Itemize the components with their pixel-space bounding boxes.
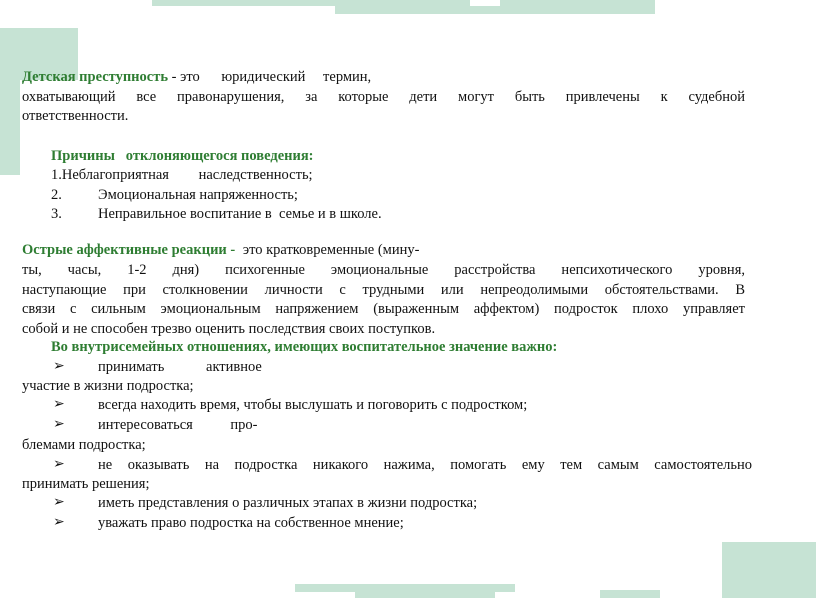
bullet-arrow-icon: ➢ — [53, 397, 65, 412]
item-text-b: активное — [206, 359, 262, 375]
def-part-a: - это — [171, 69, 200, 85]
cause-num: 2. — [51, 187, 62, 203]
term-child-crime: Детская преступность — [22, 69, 169, 85]
family-item-1 — [98, 358, 262, 376]
bullet-arrow-icon: ➢ — [53, 359, 65, 374]
causes-heading: Причины отклоняющегося поведения: — [51, 148, 314, 164]
family-item-3-cont: блемами подростка; — [22, 437, 146, 453]
affective-rest: это кратковременные (мину- — [242, 242, 420, 258]
family-item-5: иметь представления о различных этапах в жизни подростка; — [98, 495, 478, 511]
affective-line-5: собой и не способен трезво оценить последствия своих поступков. — [22, 321, 436, 337]
definition-line-3: ответственности. — [22, 108, 129, 124]
definition-line-1 — [22, 68, 371, 86]
cause-item-2 — [51, 186, 298, 204]
affective-line-1 — [22, 241, 419, 259]
item-text: принимать — [98, 359, 165, 375]
bullet-arrow-icon: ➢ — [53, 515, 65, 530]
cause-num: 3. — [51, 206, 62, 222]
term-affective-reactions: Острые аффективные реакции — [22, 242, 227, 258]
cause-item-1 — [51, 166, 313, 184]
bullet-arrow-icon: ➢ — [53, 457, 65, 472]
cause-text: Эмоциональная напряженность; — [98, 187, 298, 203]
affective-line-4: связи с сильным эмоциональным напряжением (выраженным аффектом) подросток плохо управляет — [22, 301, 745, 317]
cause-text: Неправильное воспитание в семье и в школе. — [98, 206, 382, 222]
cause-num: 1. — [51, 167, 62, 183]
family-item-2: всегда находить время, чтобы выслушать и поговорить с подростком; — [98, 397, 528, 413]
cause-text-2: наследственность; — [198, 167, 313, 183]
family-item-4: не оказывать на подростка никакого нажима, помогать ему тем самым самостоятельно — [98, 457, 752, 473]
def-part-b: юридический — [221, 69, 306, 85]
cause-text: Неблагоприятная — [61, 167, 169, 183]
cause-item-3 — [51, 205, 382, 223]
affective-line-2: ты, часы, 1-2 дня) психогенные эмоциональные расстройства непсихотического уровня, — [22, 262, 745, 278]
affective-line-3: наступающие при столкновении личности с трудными или непреодолимыми обстоятельствами. В — [22, 282, 745, 298]
family-item-3 — [98, 416, 258, 434]
family-item-6: уважать право подростка на собственное мнение; — [98, 515, 404, 531]
definition-line-2: охватывающий все правонарушения, за которые дети могут быть привлечены к судебной — [22, 89, 745, 105]
bullet-arrow-icon: ➢ — [53, 495, 65, 510]
family-item-1-cont: участие в жизни подростка; — [22, 378, 194, 394]
family-item-4-cont: принимать решения; — [22, 476, 150, 492]
bullet-arrow-icon: ➢ — [53, 417, 65, 432]
def-part-c: термин, — [323, 69, 372, 85]
item-text-b: про- — [230, 417, 258, 433]
family-heading: Во внутрисемейных отношениях, имеющих воспитательное значение важно: — [51, 339, 558, 355]
term-dash: - — [230, 242, 236, 258]
item-text: интересоваться — [98, 417, 193, 433]
